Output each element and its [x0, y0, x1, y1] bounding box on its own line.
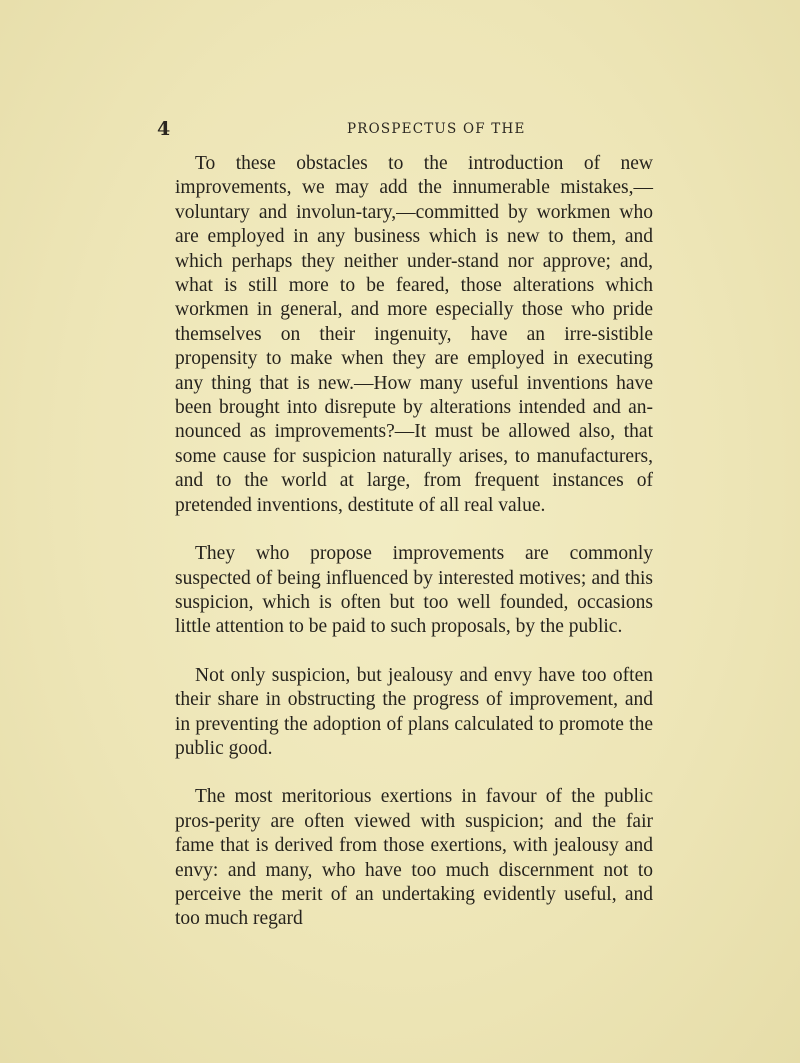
- paragraph: They who propose improvements are commonly suspected of being influenced by interested motives; and this suspicion, which is often but too well founded, occasions little attention to be paid to such proposals, by the public.: [175, 543, 653, 638]
- body-text: [175, 152, 653, 932]
- running-head: PROSPECTUS OF THE: [347, 121, 526, 137]
- paragraph: To these obstacles to the introduction of new improvements, we may add the innumerable mistakes,—voluntary and involun-tary,—committed by workmen who are employed in any business which is new to them, and which perhaps they neither under-stand nor approve; and, what is still more to be feared, those alterations which workmen in general, and more especially those who pride themselves on their ingenuity, have an irre-sistible propensity to make when they are employed in executing any thing that is new.—How many useful inventions have been brought into disrepute by alterations intended and an-nounced as improvements?—It must be allowed also, that some cause for suspicion naturally arises, to manufacturers, and to the world at large, from frequent instances of pretended inventions, destitute of all real value.: [175, 153, 653, 516]
- paragraph: Not only suspicion, but jealousy and envy have too often their share in obstructing the progress of improvement, and in preventing the adoption of plans calculated to promote the public good.: [175, 664, 653, 759]
- page-number: 4: [157, 118, 171, 140]
- page-header: [157, 118, 677, 142]
- paragraph: The most meritorious exertions in favour of the public pros-perity are often viewed with suspicion; and the fair fame that is derived from those exertions, with jealousy and envy: and many, who have too much discernment not to perceive the merit of an undertaking evidently useful, and too much regard: [175, 786, 653, 930]
